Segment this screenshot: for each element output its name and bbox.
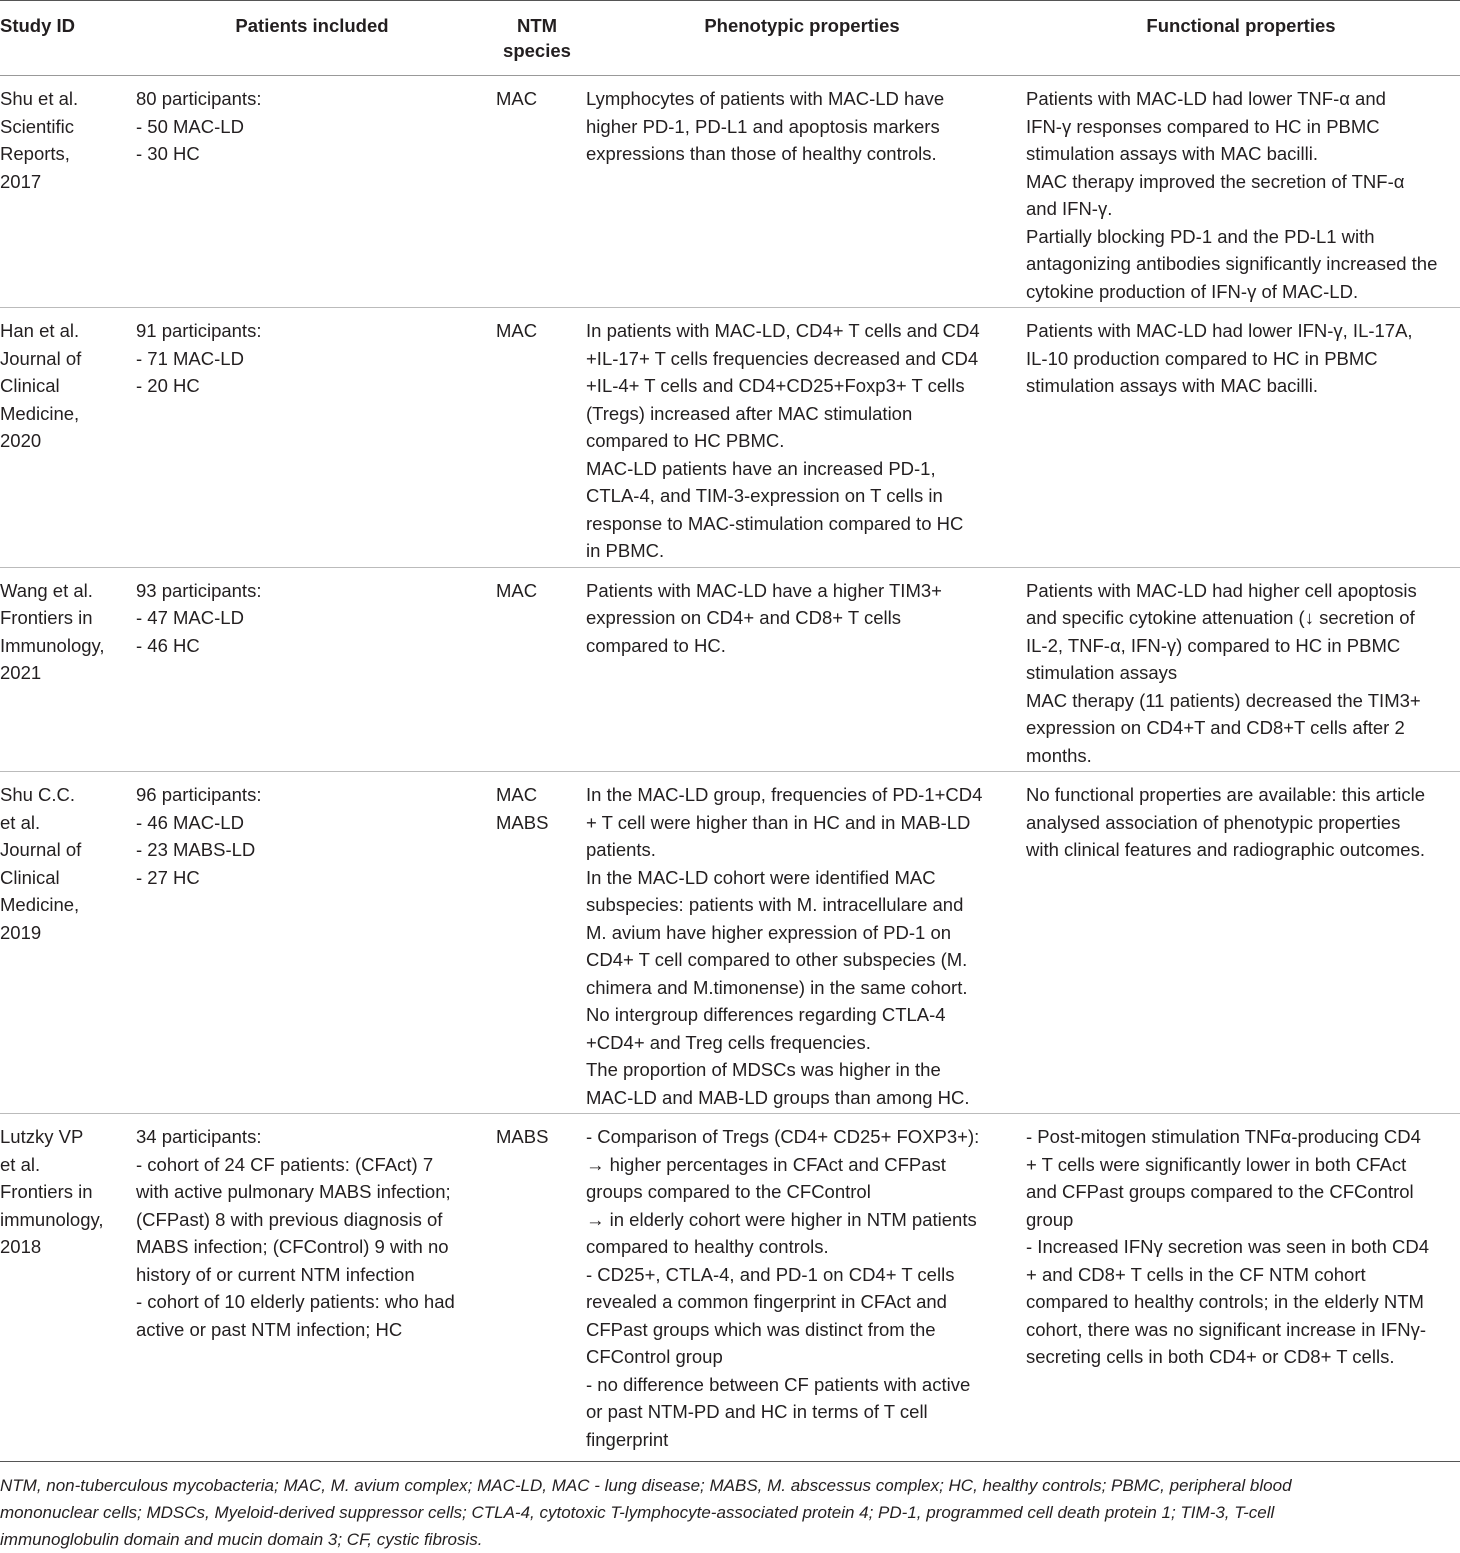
cell-line: 34 participants: [136, 1126, 262, 1147]
cell-line: M. avium have higher expression of PD-1 on [586, 921, 952, 943]
cell-line: expression on CD4+T and CD8+T cells after 2 [1026, 717, 1405, 738]
cell-line: Wang et al. [0, 579, 93, 601]
cell-line: Immunology, [0, 634, 105, 656]
cell-line: active or past NTM infection; HC [136, 1318, 403, 1340]
cell-line: stimulation assays [1026, 662, 1178, 683]
cell-line: 96 participants: [136, 784, 262, 805]
cell-line: CTLA-4, and TIM-3-expression on T cells in [586, 485, 943, 506]
cell-line: groups compared to the CFControl [586, 1181, 871, 1202]
cell-line: Journal of [0, 839, 82, 860]
species-cell [492, 76, 582, 308]
cell-line: In patients with MAC-LD, CD4+ T cells and CD4 [586, 320, 980, 341]
cell-line: with active pulmonary MABS infection; [136, 1181, 451, 1202]
cell-line: compared to healthy controls. [586, 1236, 829, 1257]
patients-cell [132, 1114, 492, 1462]
footnote-line: mononuclear cells; MDSCs, Myeloid-derived suppressor cells; CTLA-4, cytotoxic T-lymphocyte-associated protein 4; PD-1, programmed cell death protein 1; TIM-3, T-cell [0, 1503, 1275, 1522]
cell-line: with clinical features and radiographic outcomes. [1026, 839, 1425, 860]
header-row [0, 1, 1460, 76]
cell-line: 80 participants: [136, 88, 262, 109]
cell-line: Lymphocytes of patients with MAC-LD have [586, 88, 945, 109]
cell-line: 2021 [0, 662, 42, 683]
cell-line: - Post-mitogen stimulation TNFα-producing CD4 [1026, 1126, 1421, 1147]
cell-line: Journal of [0, 347, 82, 369]
table-row [0, 1114, 1460, 1462]
patients-cell [132, 567, 492, 772]
study-id-cell [0, 1114, 132, 1462]
cell-line: group [1026, 1208, 1074, 1230]
cell-line: MAC [496, 579, 538, 601]
cell-line: history of or current NTM infection [136, 1263, 415, 1285]
cell-line: 93 participants: [136, 579, 262, 601]
cell-line: - 20 HC [136, 375, 200, 396]
cell-line: stimulation assays with MAC bacilli. [1026, 143, 1318, 164]
cell-line: - 30 HC [136, 143, 200, 164]
species-cell [492, 772, 582, 1114]
cell-line: antagonizing antibodies significantly increased the [1026, 253, 1438, 274]
species-cell [492, 1114, 582, 1462]
patients-cell [132, 308, 492, 568]
functional-cell [1022, 1114, 1460, 1462]
cell-line: cytokine production of IFN-γ of MAC-LD. [1026, 280, 1359, 302]
cell-line: stimulation assays with MAC bacilli. [1026, 375, 1318, 396]
cell-line: MAC therapy (11 patients) decreased the TIM3+ [1026, 689, 1421, 711]
cell-line: MABS [496, 1126, 549, 1147]
header-ntm-species: NTM species [492, 1, 582, 76]
cell-line: + and CD8+ T cells in the CF NTM cohort [1026, 1263, 1366, 1285]
patients-cell [132, 76, 492, 308]
study-id-cell [0, 567, 132, 772]
cell-line: - cohort of 24 CF patients: (CFAct) 7 [136, 1153, 434, 1175]
cell-line: and IFN-γ. [1026, 198, 1113, 219]
cell-line: MAC-LD patients have an increased PD-1, [586, 457, 936, 479]
cell-line: - 47 MAC-LD [136, 607, 244, 628]
cell-line: months. [1026, 744, 1092, 766]
cell-line: Medicine, [0, 894, 80, 915]
cell-line: compared to HC. [586, 634, 726, 656]
cell-line: → in elderly cohort were higher in NTM patients [586, 1208, 977, 1230]
cell-line: compared to HC PBMC. [586, 430, 785, 451]
cell-line: Patients with MAC-LD have a higher TIM3+ [586, 579, 942, 601]
cell-line: immunology, [0, 1208, 104, 1230]
footnote-line: immunoglobulin domain and mucin domain 3; CF, cystic fibrosis. [0, 1530, 483, 1549]
cell-line: Frontiers in [0, 607, 93, 628]
cell-line: CFPast groups which was distinct from the [586, 1318, 936, 1340]
cell-line: Reports, [0, 143, 70, 164]
cell-line: MAC [496, 784, 538, 805]
phenotypic-cell [582, 308, 1022, 568]
functional-cell [1022, 567, 1460, 772]
cell-line: - 23 MABS-LD [136, 839, 256, 860]
cell-line: analysed association of phenotypic properties [1026, 811, 1401, 833]
cell-line: expression on CD4+ and CD8+ T cells [586, 607, 902, 628]
cell-line: - Comparison of Tregs (CD4+ CD25+ FOXP3+): [586, 1126, 980, 1147]
cell-line: compared to healthy controls; in the elderly NTM [1026, 1291, 1424, 1312]
cell-line: - cohort of 10 elderly patients: who had [136, 1291, 455, 1312]
table-row [0, 76, 1460, 308]
species-cell [492, 567, 582, 772]
cell-line: IL-10 production compared to HC in PBMC [1026, 347, 1378, 369]
cell-line: 2018 [0, 1236, 42, 1257]
cell-line: In the MAC-LD group, frequencies of PD-1+CD4 [586, 784, 983, 805]
cell-line: 2017 [0, 170, 42, 192]
cell-line: Clinical [0, 866, 60, 888]
cell-line: + T cell were higher than in HC and in MAB-LD [586, 811, 971, 833]
species-cell [492, 308, 582, 568]
cell-line: MAC-LD and MAB-LD groups than among HC. [586, 1086, 970, 1108]
study-id-cell [0, 772, 132, 1114]
cell-line: and CFPast groups compared to the CFControl [1026, 1181, 1414, 1202]
cell-line: 91 participants: [136, 320, 262, 341]
cell-line: In the MAC-LD cohort were identified MAC [586, 866, 936, 888]
functional-cell [1022, 76, 1460, 308]
cell-line: - 50 MAC-LD [136, 115, 244, 137]
patients-cell [132, 772, 492, 1114]
cell-line: +CD4+ and Treg cells frequencies. [586, 1031, 871, 1053]
study-id-cell [0, 308, 132, 568]
table-row [0, 308, 1460, 568]
cell-line: No functional properties are available: this article [1026, 784, 1425, 805]
table-row [0, 567, 1460, 772]
cell-line: Shu C.C. [0, 784, 76, 805]
phenotypic-cell [582, 772, 1022, 1114]
cell-line: Han et al. [0, 320, 80, 341]
cell-line: The proportion of MDSCs was higher in the [586, 1059, 941, 1080]
cell-line: response to MAC-stimulation compared to HC [586, 512, 964, 534]
cell-line: +IL-17+ T cells frequencies decreased and CD4 [586, 347, 979, 369]
cell-line: higher PD-1, PD-L1 and apoptosis markers [586, 115, 940, 137]
cell-line: Scientific [0, 115, 75, 137]
header-phenotypic-properties: Phenotypic properties [582, 1, 1022, 76]
cell-line: - no difference between CF patients with active [586, 1373, 971, 1395]
study-id-cell [0, 76, 132, 308]
cell-line: → higher percentages in CFAct and CFPast [586, 1153, 946, 1175]
cell-line: fingerprint [586, 1428, 669, 1450]
cell-line: IFN-γ responses compared to HC in PBMC [1026, 115, 1380, 137]
cell-line: - 46 MAC-LD [136, 811, 244, 833]
cell-line: CFControl group [586, 1346, 723, 1367]
cell-line: Frontiers in [0, 1181, 93, 1202]
cell-line: expressions than those of healthy controls. [586, 143, 937, 164]
phenotypic-cell [582, 567, 1022, 772]
cell-line: - Increased IFNγ secretion was seen in both CD4 [1026, 1236, 1430, 1257]
cell-line: revealed a common fingerprint in CFAct and [586, 1291, 947, 1312]
cell-line: Patients with MAC-LD had lower IFN-γ, IL-17A, [1026, 320, 1413, 341]
cell-line: Clinical [0, 375, 60, 396]
table-row [0, 772, 1460, 1114]
table-footnote [0, 1462, 1460, 1553]
cell-line: MABS infection; (CFControl) 9 with no [136, 1236, 449, 1257]
cell-line: MAC therapy improved the secretion of TNF-α [1026, 170, 1405, 192]
cell-line: 2020 [0, 430, 42, 451]
cell-line: in PBMC. [586, 540, 665, 561]
cell-line: Patients with MAC-LD had higher cell apoptosis [1026, 579, 1417, 601]
cell-line: MABS [496, 811, 549, 833]
cell-line: - CD25+, CTLA-4, and PD-1 on CD4+ T cells [586, 1263, 955, 1285]
cell-line: Shu et al. [0, 88, 79, 109]
header-study-id: Study ID [0, 1, 132, 76]
cell-line: (Tregs) increased after MAC stimulation [586, 402, 913, 424]
cell-line: IL-2, TNF-α, IFN-γ) compared to HC in PBMC [1026, 634, 1401, 656]
cell-line: subspecies: patients with M. intracellulare and [586, 894, 964, 915]
cell-line: MAC [496, 88, 538, 109]
cell-line: + T cells were significantly lower in both CFAct [1026, 1153, 1407, 1175]
cell-line: Lutzky VP [0, 1126, 84, 1147]
cell-line: chimera and M.timonense) in the same cohort. [586, 976, 968, 998]
header-patients-included: Patients included [132, 1, 492, 76]
cell-line: (CFPast) 8 with previous diagnosis of [136, 1208, 443, 1230]
footnote-line: NTM, non-tuberculous mycobacteria; MAC, M. avium complex; MAC-LD, MAC - lung disease; MABS, M. abscessus complex; HC, healthy controls; PBMC, peripheral blood [0, 1476, 1292, 1495]
cell-line: and specific cytokine attenuation (↓ secretion of [1026, 607, 1415, 628]
cell-line: - 46 HC [136, 634, 200, 656]
cell-line: MAC [496, 320, 538, 341]
phenotypic-cell [582, 76, 1022, 308]
phenotypic-cell [582, 1114, 1022, 1462]
cell-line: +IL-4+ T cells and CD4+CD25+Foxp3+ T cells [586, 375, 965, 396]
header-functional-properties: Functional properties [1022, 1, 1460, 76]
cell-line: - 27 HC [136, 866, 200, 888]
cell-line: patients. [586, 839, 656, 860]
functional-cell [1022, 772, 1460, 1114]
cell-line: cohort, there was no significant increase in IFNγ- [1026, 1318, 1426, 1340]
functional-cell [1022, 308, 1460, 568]
cell-line: Medicine, [0, 402, 80, 424]
cell-line: Patients with MAC-LD had lower TNF-α and [1026, 88, 1386, 109]
cell-line: 2019 [0, 921, 42, 943]
cell-line: et al. [0, 1153, 41, 1175]
cell-line: Partially blocking PD-1 and the PD-L1 with [1026, 225, 1375, 247]
cell-line: or past NTM-PD and HC in terms of T cell [586, 1401, 928, 1422]
cell-line: - 71 MAC-LD [136, 347, 244, 369]
cell-line: No intergroup differences regarding CTLA-4 [586, 1004, 946, 1025]
cell-line: et al. [0, 811, 41, 833]
cell-line: CD4+ T cell compared to other subspecies (M. [586, 949, 968, 970]
cell-line: secreting cells in both CD4+ or CD8+ T cells. [1026, 1346, 1395, 1367]
